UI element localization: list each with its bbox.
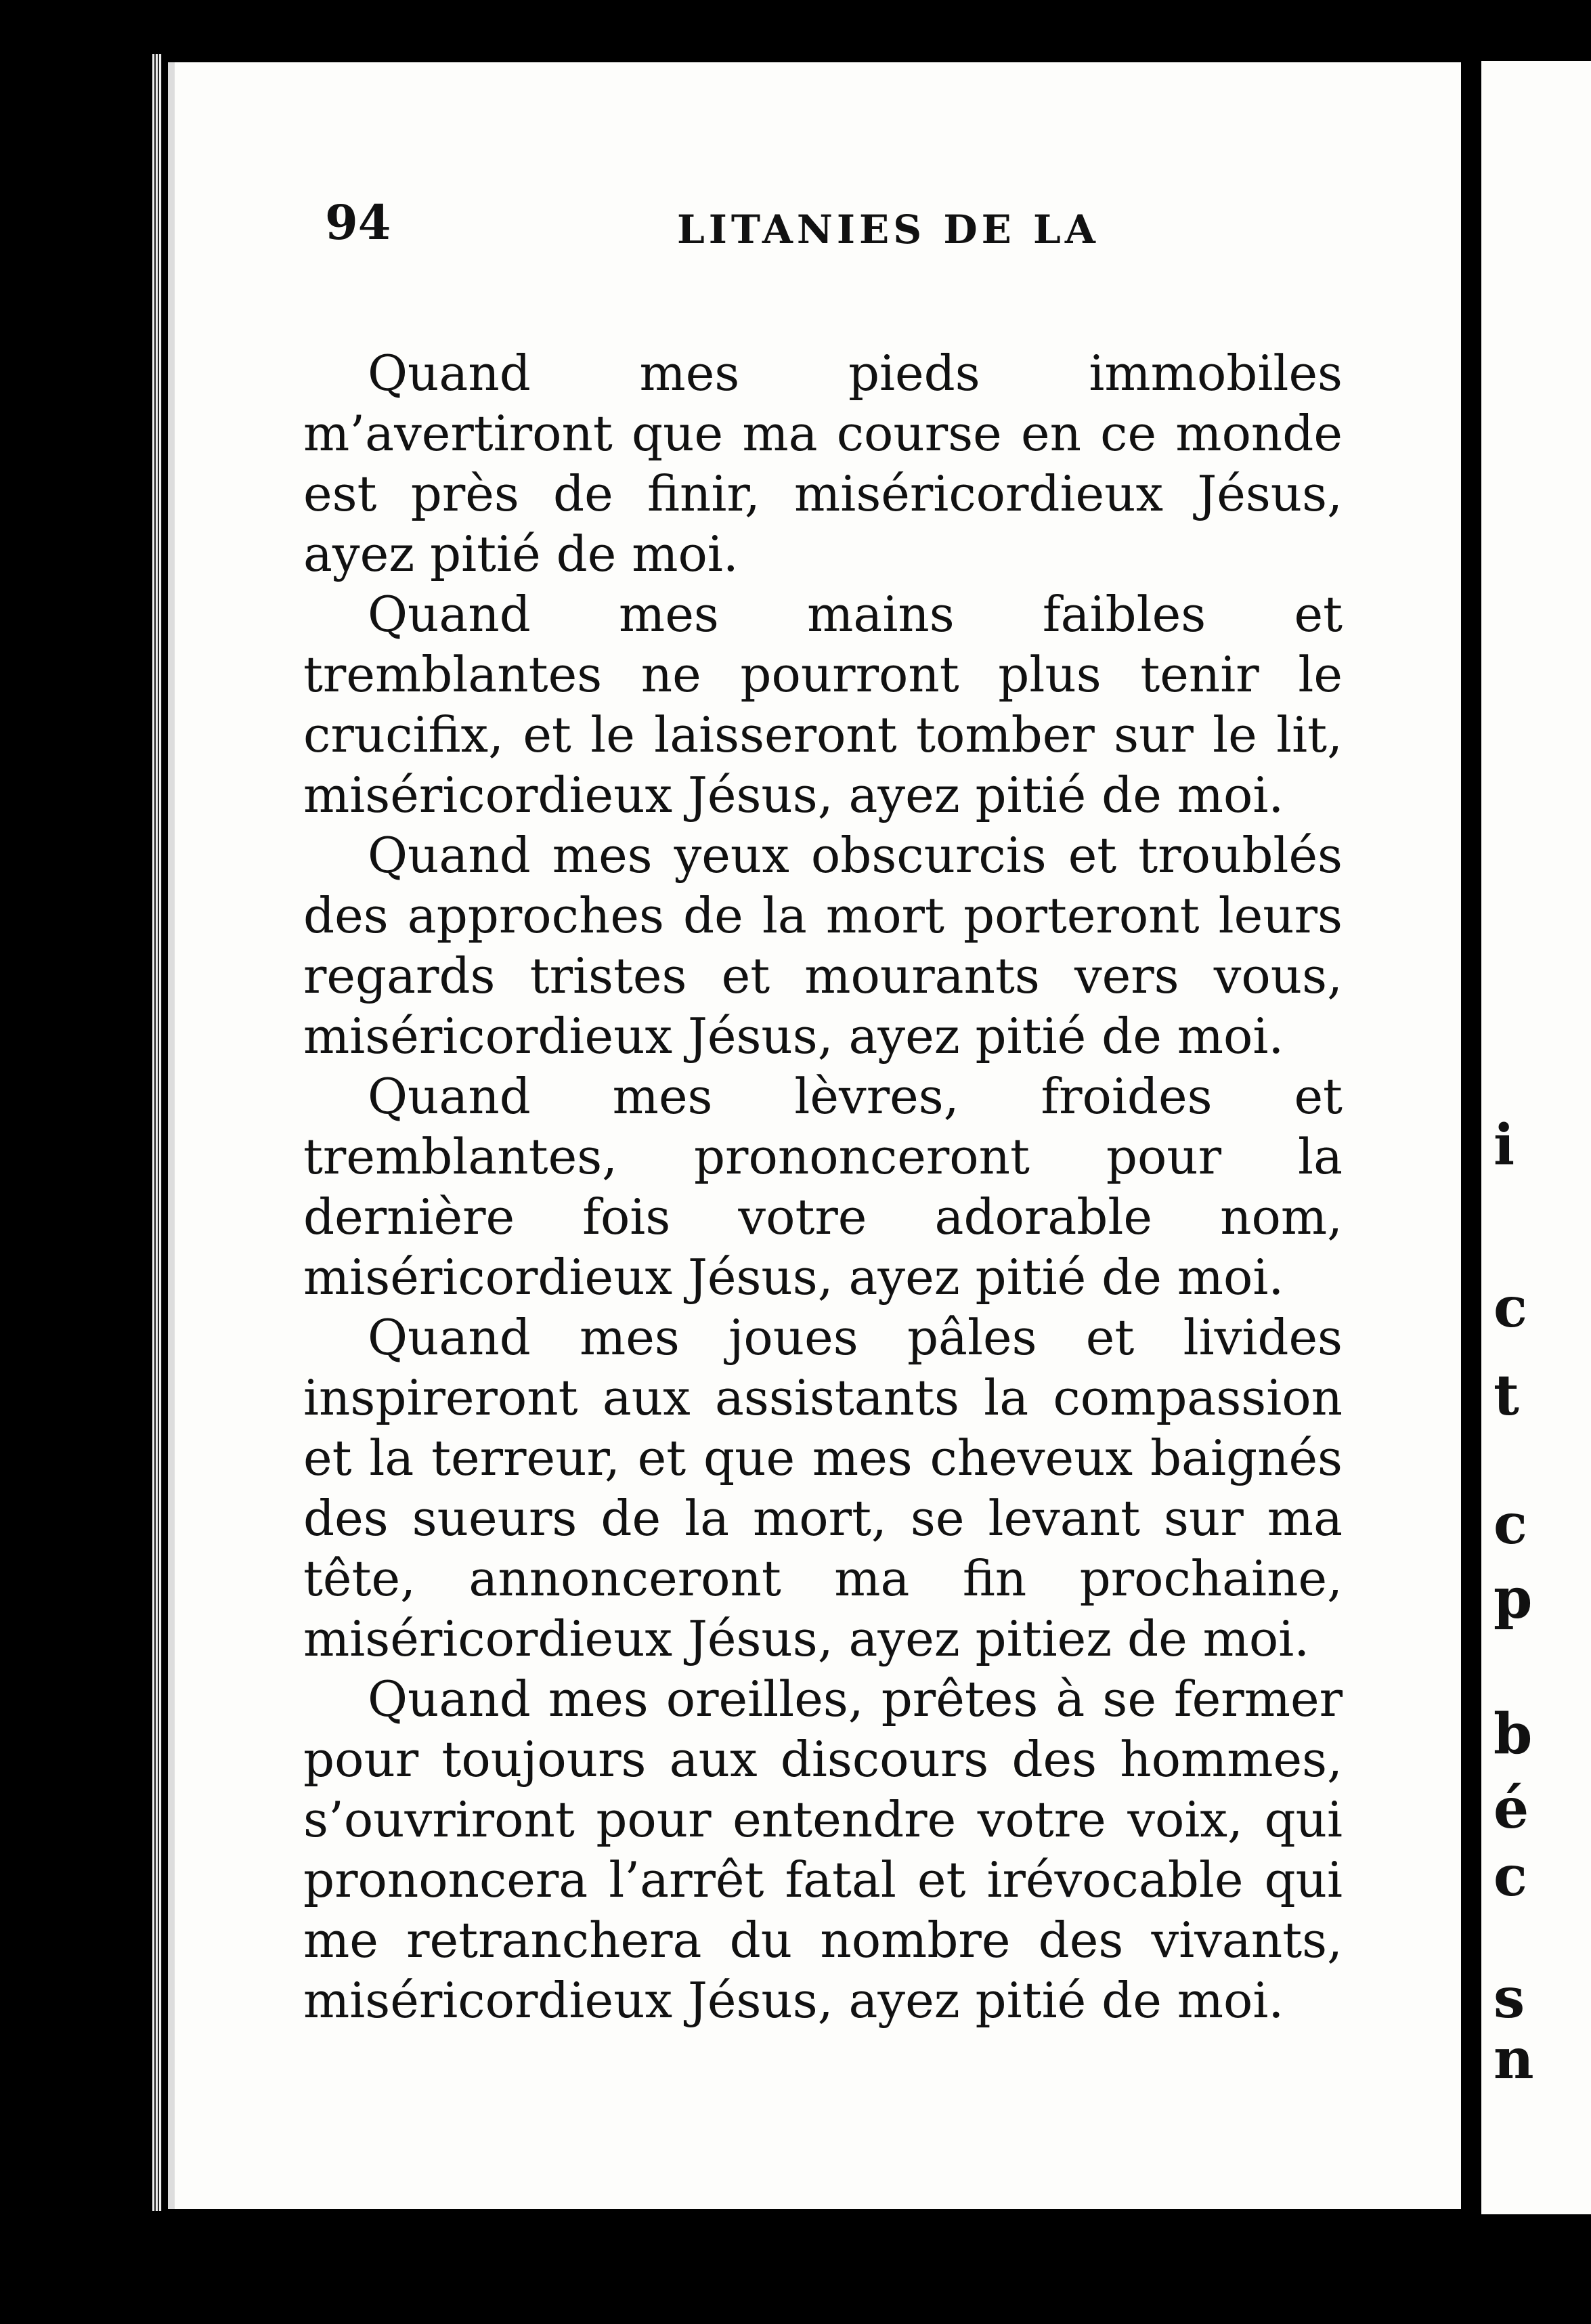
facing-page-fragment: s [1494,1966,1525,2031]
facing-page-fragment: c [1494,1492,1527,1557]
page-header [325,194,1339,282]
paragraph: Quand mes lèvres, froides et tremblantes, prononceront pour la dernière fois votre adorable nom, miséricordieux Jésus, ayez pitié de moi. [303,1068,1343,1306]
paragraph: Quand mes mains faibles et tremblantes ne pourront plus tenir le crucifix, et le laisseront tomber sur le lit, miséricordieux Jésus, ayez pitié de moi. [303,586,1343,823]
facing-page-fragment: p [1494,1566,1533,1631]
paragraph: Quand mes oreilles, prêtes à se fermer pour toujours aux discours des hommes, s’ouvriront pour entendre votre voix, qui prononcera l’arrêt fatal et irévocable qui me retranchera du nombre des vivants, miséricordieux Jésus, ayez pitié de moi. [303,1671,1343,2029]
facing-page-fragment: t [1494,1363,1519,1428]
paragraph: Quand mes yeux obscurcis et troublés des approches de la mort porteront leurs regards tristes et mourants vers vous, miséricordieux Jésus, ayez pitié de moi. [303,827,1343,1064]
paragraph: Quand mes pieds immobiles m’avertiront que ma course en ce monde est près de finir, miséricordieux Jésus, ayez pitié de moi. [303,345,1343,582]
facing-page-edge [1481,61,1591,2214]
page-edge [152,54,162,2211]
facing-page-fragment: i [1494,1113,1515,1178]
facing-page-fragment: n [1494,2027,1534,2092]
page-number: 94 [325,194,391,251]
facing-page-fragment: c [1494,1275,1527,1340]
book-page [168,62,1461,2209]
body-text [303,343,1343,2031]
paragraph: Quand mes joues pâles et livides inspireront aux assistants la compassion et la terreur, et que mes cheveux baignés des sueurs de la mort, se levant sur ma tête, annonceront ma fin prochaine, miséricordieux Jésus, ayez pitiez de moi. [303,1309,1343,1667]
running-head: LITANIES DE LA [677,207,1099,253]
facing-page-fragment: c [1494,1844,1527,1909]
facing-page-fragment: é [1494,1776,1529,1841]
facing-page-fragment: b [1494,1702,1533,1767]
